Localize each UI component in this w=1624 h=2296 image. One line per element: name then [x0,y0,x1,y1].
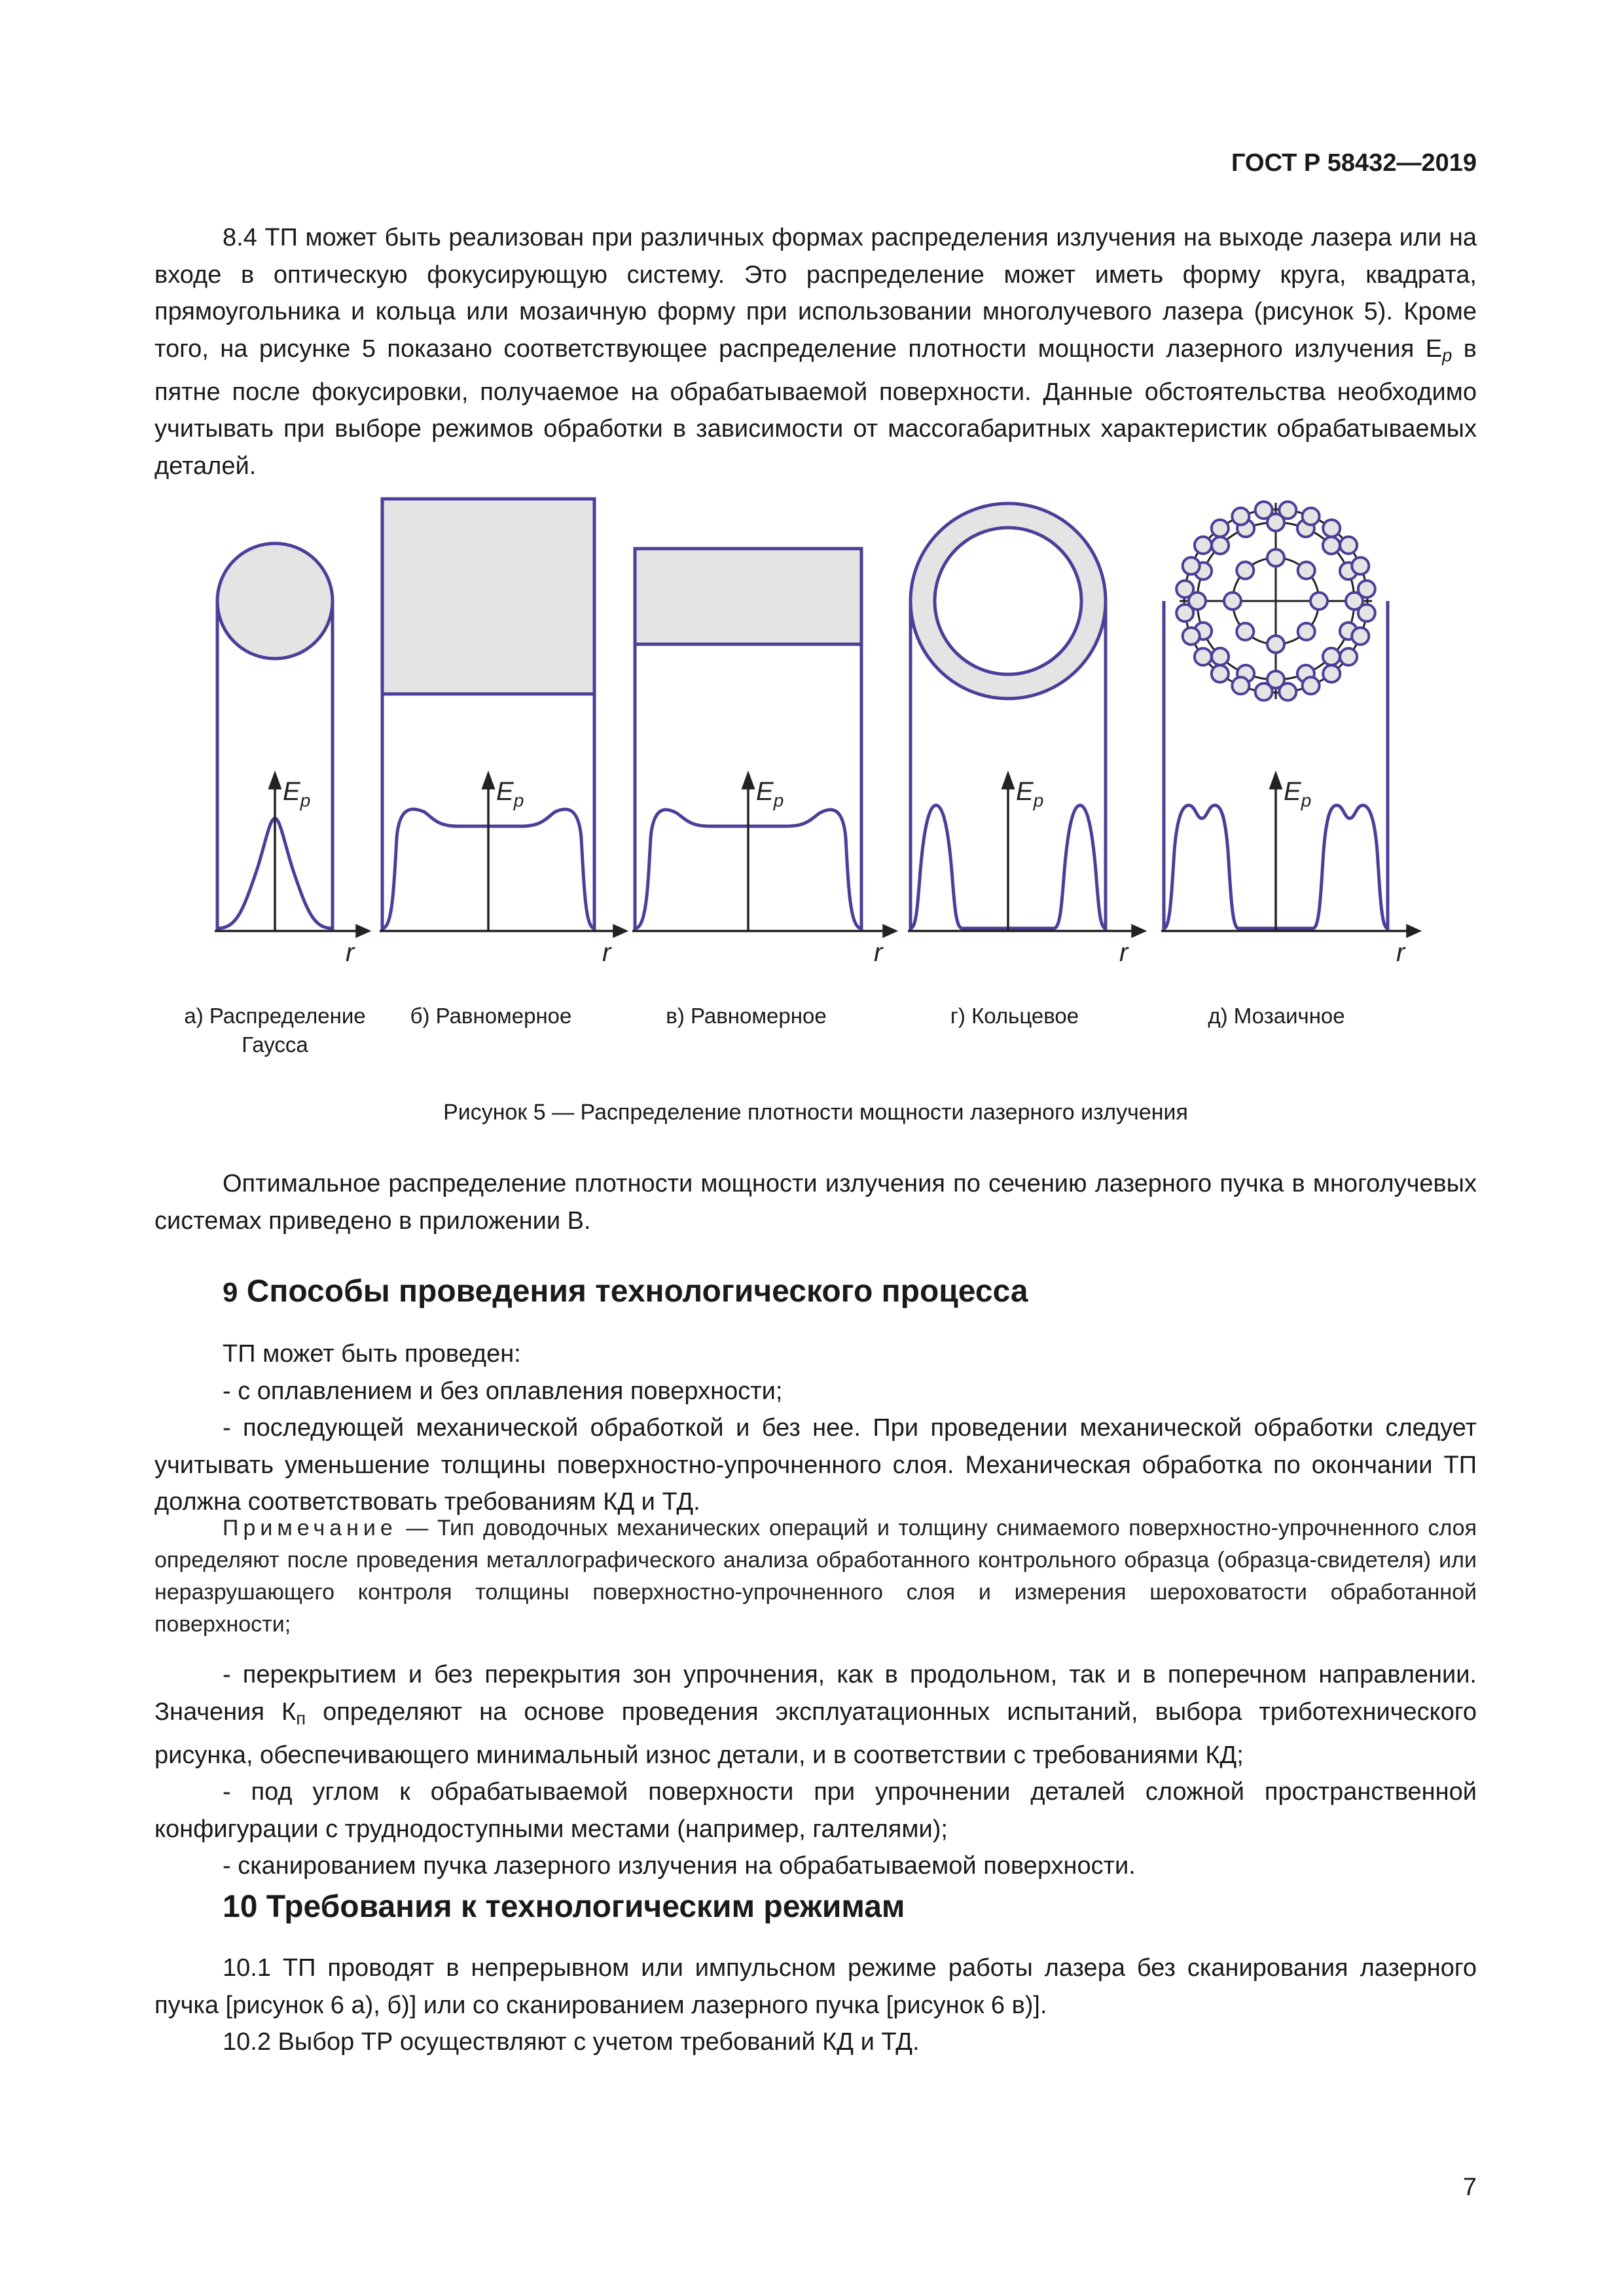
section-10-p2: 10.2 Выбор ТР осуществляют с учетом требований КД и ТД. [223,2028,920,2056]
mosaic-beam-dot [1340,537,1357,554]
mosaic-beam-dot [1323,648,1340,665]
mosaic-beam-dot [1232,677,1249,694]
mosaic-beam-dot [1323,537,1340,554]
axis-label-ep-b: $E_p$ [496,777,524,811]
mosaic-beam-dot [1195,648,1212,665]
page-number: 7 [1462,2174,1477,2201]
section-9-note: Примечание — Тип доводочных механических операций и толщину снимаемого поверхностно-упрочненного слоя определяют после проведения металлографического анализа обработанного контрольного образца (образца-свидетеля) или неразрушающего контроля толщины поверхностно-упрочненного слоя и измерения шероховатости обработанной поверхности; [154,1516,1477,1637]
mosaic-beam-dot [1232,508,1249,525]
mosaic-beam-dot [1212,537,1229,554]
caption-d: д) Мозаичное [1208,1004,1345,1028]
axis-label-r-g: r [1119,938,1128,967]
section-9-body [154,1336,1477,1521]
section-10-body [154,1950,1477,2061]
mosaic-beam-dot [1255,501,1272,519]
mosaic-beam-dot [1212,648,1229,665]
mosaic-beam-dot [1176,581,1193,598]
section-9-item-2: - последующей механической обработкой и без нее. При проведении механической обработки следует учитывать уменьшение толщины поверхностно-упрочненного слоя. Механическая обработка по окончании ТП должна соответствовать требованиям КД и ТД. [154,1414,1477,1516]
caption-a: а) Распределение Гаусса [184,1004,366,1057]
axis-label-ep-v: $E_p$ [756,777,784,811]
axis-label-ep-g: $E_p$ [1016,777,1044,811]
axis-label-ep-a: $E_p$ [283,777,311,811]
axis-label-r-a: r [346,938,355,967]
mosaic-beam-dot [1224,592,1241,610]
axis-label-r-b: r [602,938,611,967]
intro-paragraph: 8.4 ТП может быть реализован при различных формах распределения излучения на выходе лазера или на входе в оптическую фокусирующую систему. Это распределение может иметь форму круга, квадрата, прямоугольника и кольца или мозаичную форму при использовании многолучевого лазера (рисунок 5). Кроме того, на рисунке 5 показано соответствующее распределение плотности мощности лазерного излучения $E_p$ в пятне после фокусировки, получаемое на обрабатываемой поверхности. Данные обстоятельства необходимо учитывать при выборе режимов обработки в зависимости от массогабаритных характеристик обрабатываемых деталей. [154,224,1477,480]
section-9-item-5: - сканированием пучка лазерного излучения на обрабатываемой поверхности. [223,1852,1136,1880]
mosaic-beam-dot [1298,623,1315,640]
mosaic-beam-dot [1358,581,1375,598]
mosaic-beam-dot [1352,557,1369,574]
axis-label-r-d: r [1396,938,1405,967]
mosaic-beam-dot [1310,592,1327,610]
axis-label-ep-d: $E_p$ [1284,777,1312,811]
mosaic-beam-dot [1298,562,1315,579]
mosaic-beam-dot [1279,501,1296,519]
mosaic-beam-dot [1236,623,1254,640]
document-code: ГОСТ Р 58432—2019 [1231,149,1477,177]
after-figure-paragraph: Оптимальное распределение плотности мощности излучения по сечению лазерного пучка в многолучевых системах приведено в приложении В. [154,1170,1477,1235]
section-9-item-4: - под углом к обрабатываемой поверхности при упрочнении деталей сложной пространственной конфигурации с труднодоступными местами (например, галтелями); [154,1778,1477,1843]
caption-g: г) Кольцевое [950,1004,1079,1028]
section-9-heading: 9 Способы проведения технологического процесса [223,1274,1028,1309]
section-9-body-cont [154,1656,1477,1885]
caption-b: б) Равномерное [410,1004,572,1028]
figure-title: Рисунок 5 — Распределение плотности мощности лазерного излучения [443,1100,1188,1125]
mosaic-beam-dot [1323,665,1340,682]
section-9-item-3: - перекрытием и без перекрытия зон упрочнения, как в продольном, так и в поперечном направлении. Значения $К_п$ определяют на основе проведения эксплуатационных испытаний, выбора триботехнического рисунка, обеспечивающего минимальный износ детали, и в соответствии с требованиями КД; [154,1661,1477,1769]
mosaic-beam-dot [1176,604,1193,621]
caption-v: в) Равномерное [666,1004,827,1028]
mosaic-beam-dot [1267,636,1284,653]
section-10-p1: 10.1 ТП проводят в непрерывном или импульсном режиме работы лазера без сканирования лазерного пучка [рисунок 6 а), б)] или со сканированием лазерного пучка [рисунок 6 в)]. [154,1954,1477,2019]
section-9-lead: ТП может быть проведен: [223,1340,521,1368]
mosaic-beam-dot [1323,520,1340,537]
mosaic-beam-dot [1212,520,1229,537]
mosaic-beam-dot [1255,683,1272,701]
mosaic-beam-dot [1183,557,1200,574]
axis-label-r-v: r [874,938,883,967]
mosaic-beam-dot [1303,508,1320,525]
mosaic-beam-dot [1340,648,1357,665]
figure-5 [0,0,1624,1021]
axis-labels [283,777,1406,967]
mosaic-beam-dot [1236,562,1254,579]
mosaic-beam-dot [1358,604,1375,621]
section-9-item-1: - с оплавлением и без оплавления поверхности; [223,1377,783,1405]
mosaic-beam-dot [1267,549,1284,566]
mosaic-beam-dot [1183,628,1200,645]
mosaic-beam-dot [1212,665,1229,682]
section-10-heading: 10 Требования к технологическим режимам [223,1889,905,1924]
mosaic-beam-dot [1352,628,1369,645]
mosaic-beam-dot [1279,683,1296,701]
mosaic-beam-dot [1303,677,1320,694]
mosaic-beam-dot [1195,537,1212,554]
